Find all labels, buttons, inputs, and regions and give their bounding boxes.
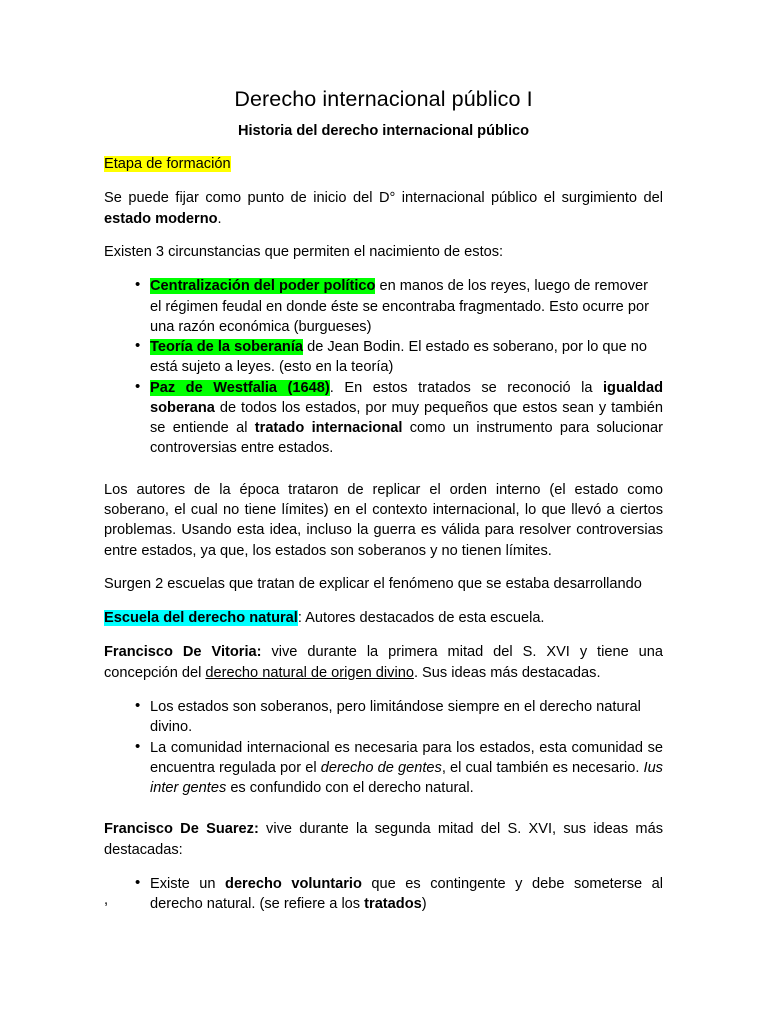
- bold-estado-moderno: estado moderno: [104, 210, 218, 227]
- text-segment: . Sus ideas más destacadas.: [413, 664, 601, 681]
- text-segment: Se puede fijar como punto de inicio del D° internacional público el surgimiento del: [104, 190, 663, 207]
- text-segment: : Autores destacados de esta escuela.: [297, 610, 545, 627]
- bold-derecho-voluntario: derecho voluntario: [225, 875, 362, 892]
- text-segment: Los estados son soberanos, pero limitándose siempre en el derecho natural divino.: [150, 699, 641, 736]
- text-segment: en manos de los reyes, luego de remover el régimen feudal en donde éste se encontraba fragmentado. Esto ocurre por una razón económica (burgueses): [150, 278, 649, 335]
- highlight-cyan-escuela-derecho-natural: Escuela del derecho natural: [104, 610, 298, 627]
- text-segment: ): [421, 896, 427, 913]
- text-segment: como un instrumento para solucionar controversias entre estados.: [150, 420, 663, 457]
- paragraph-estado-moderno: [104, 188, 663, 229]
- highlight-green-teoria-soberania: Teoría de la soberanía: [150, 339, 304, 356]
- text-segment: Los autores de la época trataron de replicar el orden interno (el estado como soberano, el cual no tiene límites) en el contexto internacional, lo que llevó a ciertos problemas. Usando esta idea, incluso la guerra es válida para resolver controversias entre estados, ya que, los estados son soberanos y no tienen límites.: [104, 481, 663, 559]
- list-ideas-vitoria: [104, 697, 663, 798]
- section-heading-etapa-de-formacion: [104, 154, 663, 174]
- highlight-yellow-etapa: Etapa de formación: [104, 156, 231, 173]
- text-segment: Surgen 2 escuelas que tratan de explicar el fenómeno que se estaba desarrollando: [104, 575, 642, 592]
- list-item: [104, 738, 663, 799]
- list-item: [104, 337, 663, 378]
- text-segment: es confundido con el derecho natural.: [226, 780, 474, 797]
- underline-derecho-natural-divino: derecho natural de origen divino: [205, 664, 414, 681]
- text-segment: . En estos tratados se reconoció la: [329, 379, 603, 396]
- text-segment: que es contingente y debe someterse al derecho natural. (se refiere a los: [150, 875, 664, 913]
- list-ideas-suarez: [104, 874, 663, 915]
- stray-comma-mark: ,: [104, 892, 109, 908]
- page-subtitle: Historia del derecho internacional público: [237, 122, 530, 139]
- list-circunstancias: [104, 276, 663, 459]
- highlight-green-paz-westfalia: Paz de Westfalia (1648): [150, 379, 330, 396]
- spacer: [104, 472, 663, 480]
- spacer: [104, 811, 663, 819]
- paragraph-francisco-de-suarez: [104, 819, 663, 860]
- text-segment: vive durante la primera mitad del S. XVI y tiene una concepción del: [104, 644, 664, 681]
- paragraph-francisco-de-vitoria: [104, 642, 663, 683]
- bold-tratados: tratados: [364, 896, 422, 913]
- heading-escuela-derecho-natural: [104, 608, 663, 628]
- text-segment: , el cual también es necesario.: [441, 759, 644, 776]
- list-item: [104, 378, 663, 459]
- paragraph-tres-circunstancias: [104, 242, 663, 262]
- italic-derecho-de-gentes: derecho de gentes: [320, 759, 442, 776]
- bold-francisco-de-suarez: Francisco De Suarez:: [104, 821, 259, 838]
- text-segment: Existe un: [150, 875, 226, 892]
- text-segment: La comunidad internacional es necesaria para los estados, esta comunidad se encuentra regulada por el: [150, 739, 663, 776]
- text-segment: Existen 3 circunstancias que permiten el nacimiento de estos:: [104, 243, 504, 260]
- text-segment: .: [217, 210, 222, 227]
- highlight-green-centralizacion: Centralización del poder político: [150, 278, 376, 295]
- italic-ius-inter-gentes: Ius inter gentes: [150, 759, 663, 797]
- bold-igualdad-soberana: igualdad soberana: [150, 379, 663, 416]
- text-segment: vive durante la segunda mitad del S. XVI, sus ideas más destacadas:: [104, 821, 663, 858]
- text-segment: de todos los estados, por muy pequeños que estos sean y también se entiende al: [150, 399, 663, 437]
- paragraph-dos-escuelas: [104, 574, 663, 594]
- text-segment: de Jean Bodin. El estado es soberano, por lo que no está sujeto a leyes. (esto en la teoría): [150, 339, 648, 376]
- paragraph-orden-interno: [104, 480, 663, 561]
- list-item: [104, 697, 663, 738]
- list-item: [104, 276, 663, 337]
- page-title: Derecho internacional público I: [234, 87, 533, 111]
- list-item: [104, 874, 663, 915]
- bold-tratado-internacional: tratado internacional: [254, 420, 403, 437]
- document-body: [104, 86, 663, 928]
- bold-francisco-de-vitoria: Francisco De Vitoria:: [104, 644, 262, 661]
